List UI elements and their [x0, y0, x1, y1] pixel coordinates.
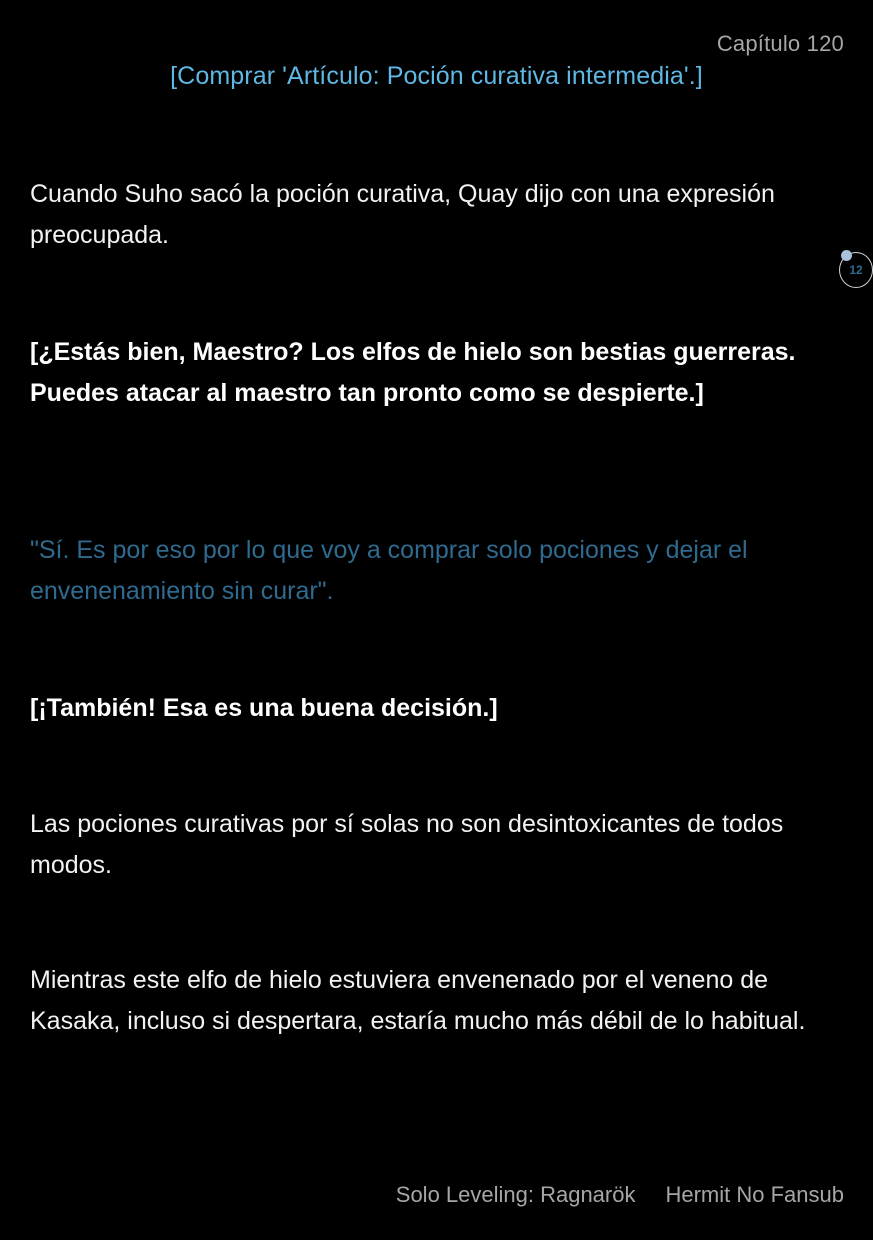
paragraph-character-dialog: "Sí. Es por eso por lo que voy a comprar solo pociones y dejar el envenenamiento sin curar". [30, 536, 748, 605]
paragraph-system-dialog: [¿Estás bien, Maestro? Los elfos de hielo son bestias guerreras. Puedes atacar al maestro tan pronto como se despierte.] [30, 338, 796, 407]
paragraph-system-dialog: [¡También! Esa es una buena decisión.] [30, 694, 498, 722]
footer [396, 1182, 844, 1208]
paragraph-narration: Mientras este elfo de hielo estuviera envenenado por el veneno de Kasaka, incluso si despertara, estaría mucho más débil de lo habitual. [30, 966, 806, 1035]
paragraph-narration: Cuando Suho sacó la poción curativa, Quay dijo con una expresión preocupada. [30, 180, 775, 249]
chapter-label: Capítulo 120 [716, 31, 844, 56]
comment-count: 12 [849, 263, 863, 277]
paragraph-narration: Las pociones curativas por sí solas no son desintoxicantes de todos modos. [30, 810, 784, 879]
comment-indicator-dot-icon [841, 250, 852, 261]
system-message: [Comprar 'Artículo: Poción curativa intermedia'.] [170, 62, 703, 90]
novel-title: Solo Leveling: Ragnarök [395, 1182, 636, 1207]
translator-credit: Hermit No Fansub [665, 1182, 844, 1207]
